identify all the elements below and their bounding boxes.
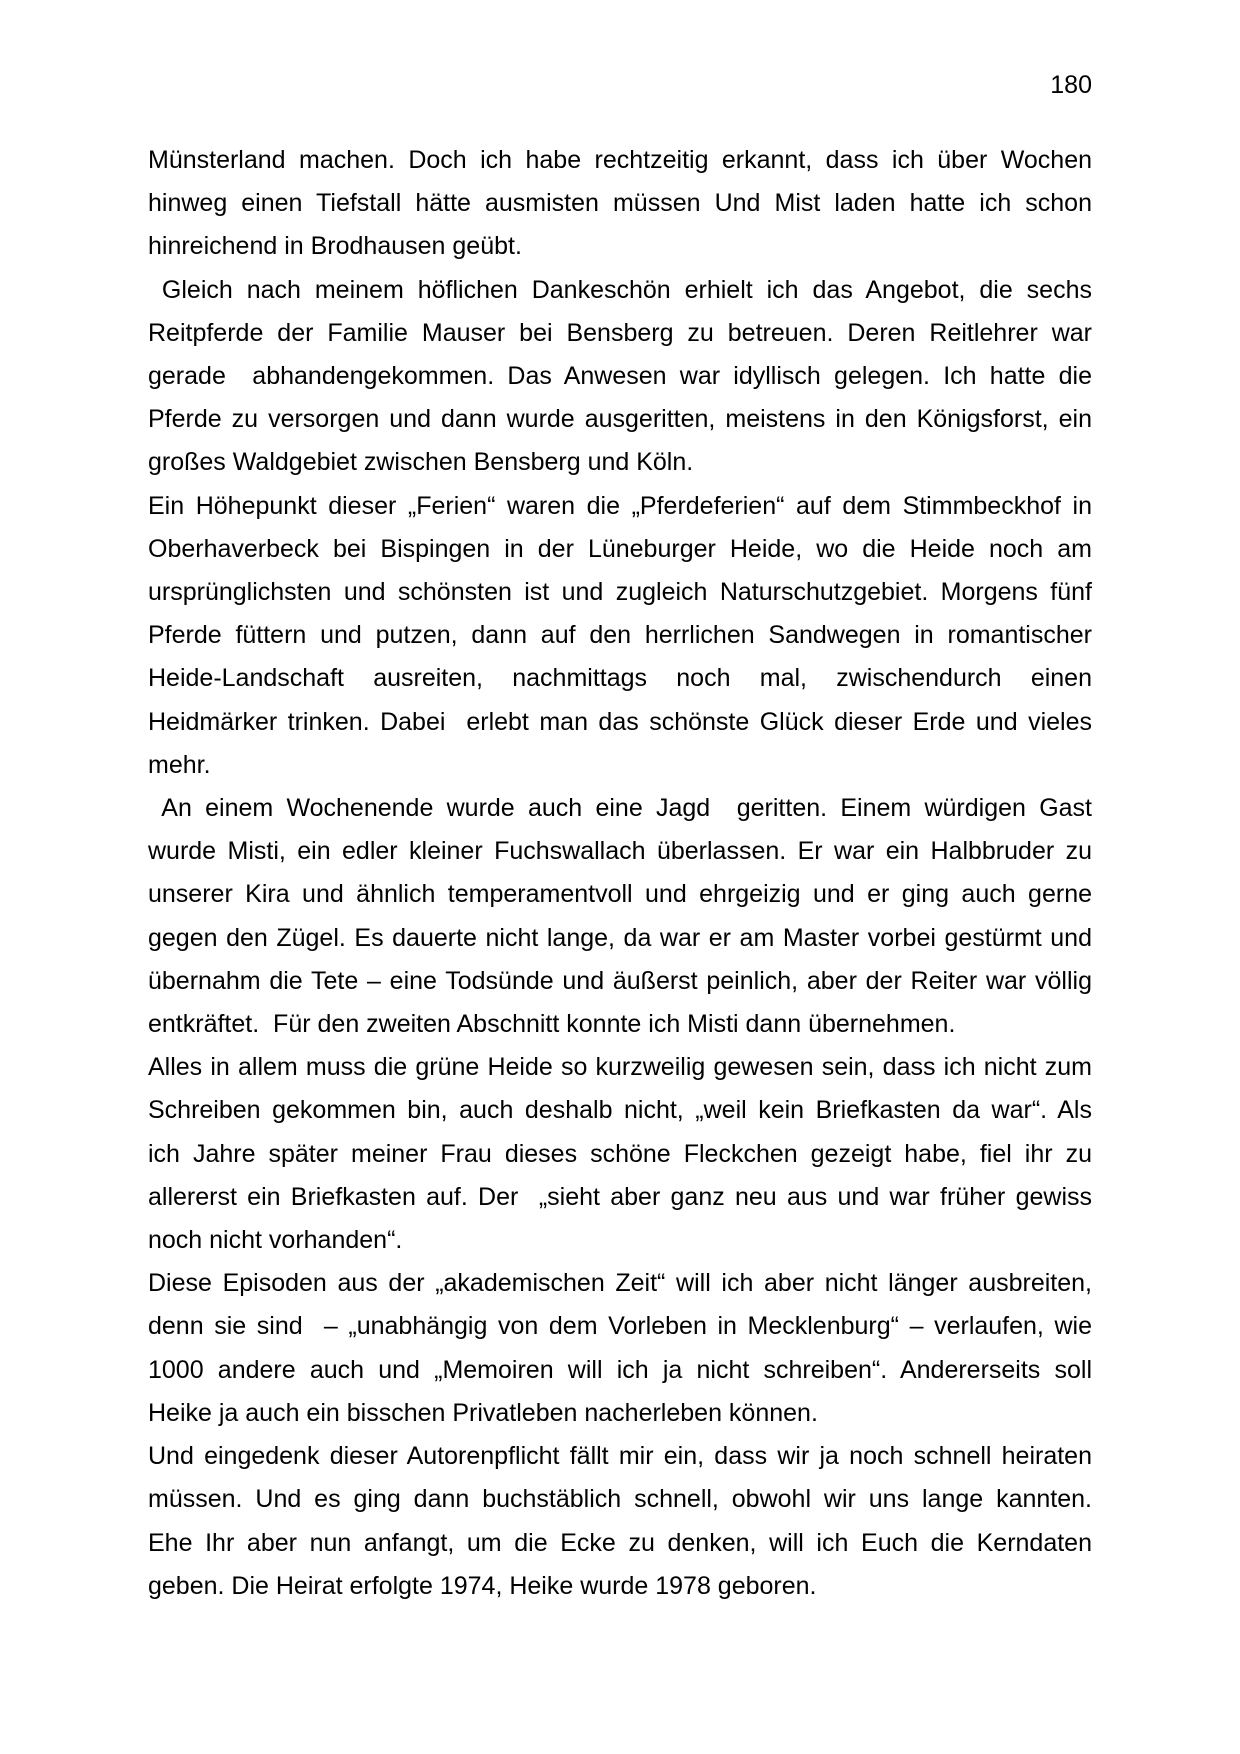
text-line: Heide-Landschaft ausreiten, nachmittags noch mal, zwischendurch einen [148,664,1092,693]
text-line: entkräftet. Für den zweiten Abschnitt konnte ich Misti dann übernehmen. [148,1010,956,1039]
text-line: übernahm die Tete – eine Todsünde und äußerst peinlich, aber der Reiter war völlig [148,966,1092,995]
text-line: Heike ja auch ein bisschen Privatleben nacherleben können. [148,1398,818,1427]
text-line: müssen. Und es ging dann buchstäblich schnell, obwohl wir uns lange kannten. [148,1485,1092,1514]
text-line: ich Jahre später meiner Frau dieses schöne Fleckchen gezeigt habe, fiel ihr zu [148,1139,1092,1168]
paragraph [148,485,1092,787]
text-line: Heidmärker trinken. Dabei erlebt man das schönste Glück dieser Erde und vieles [148,707,1092,736]
paragraph [148,1262,1092,1435]
text-line: Schreiben gekommen bin, auch deshalb nicht, „weil kein Briefkasten da war“. Als [148,1096,1092,1125]
paragraph [148,787,1092,1046]
page-number: 180 [1050,71,1092,99]
text-line: ursprünglichsten und schönsten ist und zugleich Naturschutzgebiet. Morgens fünf [148,578,1092,607]
paragraph [148,1435,1092,1608]
text-line: Diese Episoden aus der „akademischen Zeit“ will ich aber nicht länger ausbreiten, [148,1269,1092,1298]
text-line: Münsterland machen. Doch ich habe rechtzeitig erkannt, dass ich über Wochen [148,146,1092,174]
text-line: unserer Kira und ähnlich temperamentvoll und ehrgeizig und er ging auch gerne [148,880,1092,909]
text-line: geben. Die Heirat erfolgte 1974, Heike wurde 1978 geboren. [148,1571,817,1600]
text-line: Pferde zu versorgen und dann wurde ausgeritten, meistens in den Königsforst, ein [148,405,1092,434]
body-text [148,139,1092,1608]
text-line: 1000 andere auch und „Memoiren will ich ja nicht schreiben“. Andererseits soll [148,1355,1092,1384]
text-line: Gleich nach meinem höflichen Dankeschön erhielt ich das Angebot, die sechs [148,275,1092,304]
text-line: An einem Wochenende wurde auch eine Jagd geritten. Einem würdigen Gast [148,794,1092,823]
text-line: Ehe Ihr aber nun anfangt, um die Ecke zu denken, will ich Euch die Kerndaten [148,1528,1092,1557]
text-line: denn sie sind – „unabhängig von dem Vorleben in Mecklenburg“ – verlaufen, wie [148,1312,1092,1341]
text-line: hinreichend in Brodhausen geübt. [148,232,522,261]
text-line: gerade abhandengekommen. Das Anwesen war idyllisch gelegen. Ich hatte die [148,362,1092,391]
text-line: allererst ein Briefkasten auf. Der „sieht aber ganz neu aus und war früher gewiss [148,1182,1092,1211]
text-line: noch nicht vorhanden“. [148,1226,403,1255]
text-line: Reitpferde der Familie Mauser bei Bensberg zu betreuen. Deren Reitlehrer war [148,318,1092,347]
text-line: Alles in allem muss die grüne Heide so kurzweilig gewesen sein, dass ich nicht zum [148,1053,1092,1082]
text-line: Und eingedenk dieser Autorenpflicht fällt mir ein, dass wir ja noch schnell heiraten [148,1442,1092,1471]
text-line: hinweg einen Tiefstall hätte ausmisten müssen Und Mist laden hatte ich schon [148,189,1092,218]
paragraph [148,1046,1092,1262]
text-line: wurde Misti, ein edler kleiner Fuchswallach überlassen. Er war ein Halbbruder zu [148,837,1092,866]
text-line: Oberhaverbeck bei Bispingen in der Lüneburger Heide, wo die Heide noch am [148,534,1092,563]
text-line: gegen den Zügel. Es dauerte nicht lange, da war er am Master vorbei gestürmt und [148,923,1092,952]
paragraph [148,269,1092,485]
text-line: großes Waldgebiet zwischen Bensberg und Köln. [148,448,694,477]
text-line: mehr. [148,750,211,779]
text-line: Ein Höhepunkt dieser „Ferien“ waren die „Pferdeferien“ auf dem Stimmbeckhof in [148,491,1092,520]
paragraph [148,139,1092,269]
text-line: Pferde füttern und putzen, dann auf den herrlichen Sandwegen in romantischer [148,621,1092,650]
